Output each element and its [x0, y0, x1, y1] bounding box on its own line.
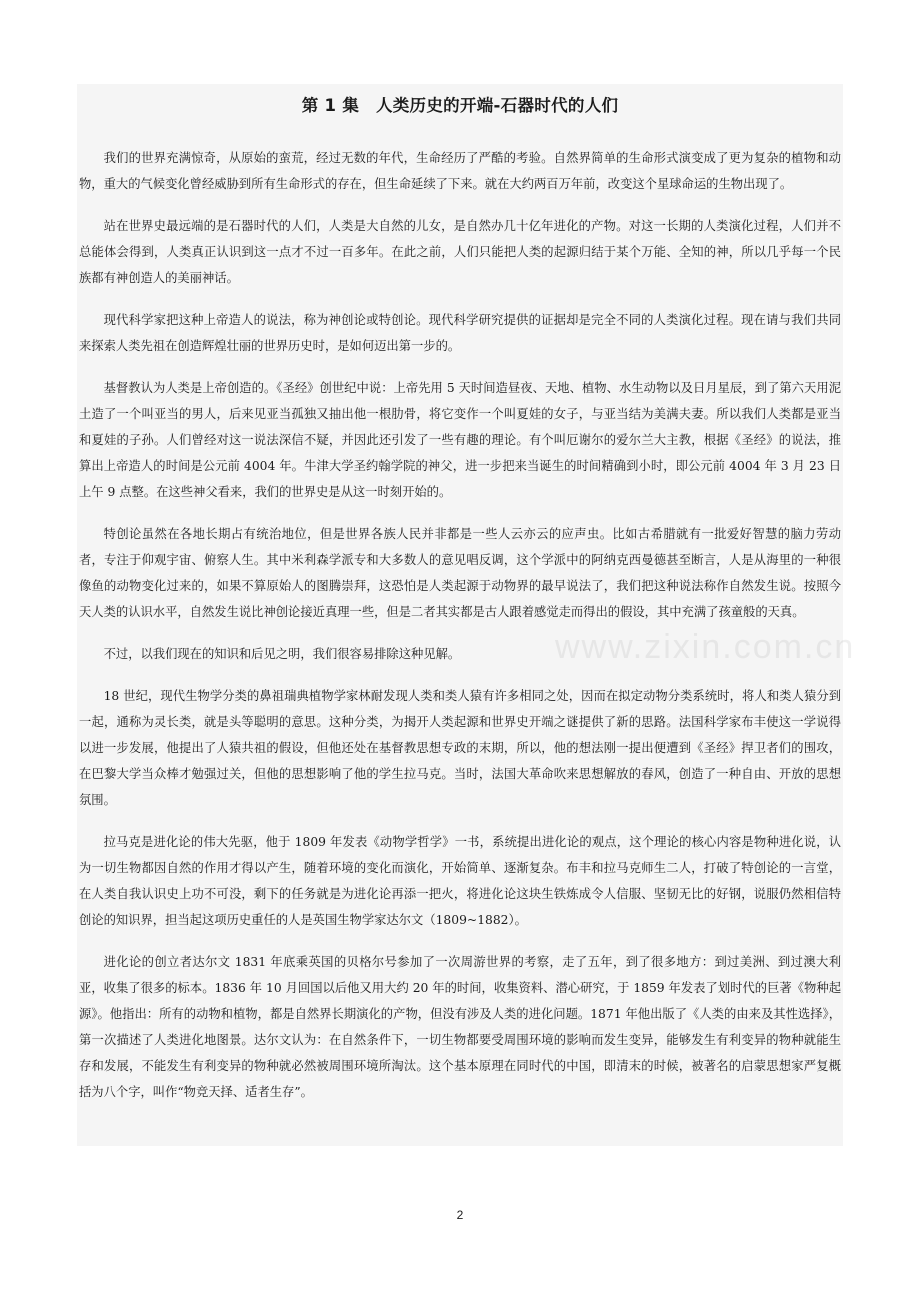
paragraph-4: 基督教认为人类是上帝创造的。《圣经》创世纪中说：上帝先用 5 天时间造昼夜、天地、植物、水生动物以及日月星辰，到了第六天用泥土造了一个叫亚当的男人，后来见亚当孤独又抽出他一根肋骨，将它变作一个叫夏娃的女子，与亚当结为美满夫妻。所以我们人类都是亚当和夏娃的子孙。人们曾经对这一说法深信不疑，并因此还引发了一些有趣的理论。有个叫厄谢尔的爱尔兰大主教，根据《圣经》的说法，推算出上帝造人的时间是公元前 4004 年。牛津大学圣约翰学院的神父，进一步把来当诞生的时间精确到小时，即公元前 4004 年 3 月 23 日上午 9 点整。在这些神父看来，我们的世界史是从这一时刻开始的。	[79, 381, 841, 499]
page-number: 2	[456, 1208, 464, 1222]
paragraph-3: 现代科学家把这种上帝造人的说法，称为神创论或特创论。现代科学研究提供的证据却是完全不同的人类演化过程。现在请与我们共同来探索人类先祖在创造辉煌壮丽的世界历史时，是如何迈出第一步的。	[79, 313, 841, 353]
paragraph-7: 18 世纪，现代生物学分类的鼻祖瑞典植物学家林耐发现人类和类人猿有许多相同之处，因而在拟定动物分类系统时，将人和类人猿分到一起，通称为灵长类，就是头等聪明的意思。这种分类，为揭开人类起源和世界史开端之谜提供了新的思路。法国科学家布丰使这一学说得以进一步发展，他提出了人猿共祖的假设，但他还处在基督教思想专政的末期，所以，他的想法刚一提出便遭到《圣经》捍卫者们的围攻，在巴黎大学当众棒才勉强过关，但他的思想影响了他的学生拉马克。当时，法国大革命吹来思想解放的春风，创造了一种自由、开放的思想氛围。	[79, 689, 841, 807]
paragraph-1: 我们的世界充满惊奇，从原始的蛮荒，经过无数的年代，生命经历了严酷的考验。自然界简单的生命形式演变成了更为复杂的植物和动物，重大的气候变化曾经威胁到所有生命形式的存在，但生命延续了下来。就在大约两百万年前，改变这个星球命运的生物出现了。	[79, 151, 841, 191]
paragraph-5: 特创论虽然在各地长期占有统治地位，但是世界各族人民并非都是一些人云亦云的应声虫。比如古希腊就有一批爱好智慧的脑力劳动者，专注于仰观宇宙、俯察人生。其中米利森学派专和大多数人的意见唱反调，这个学派中的阿纳克西曼德甚至断言，人是从海里的一种很像鱼的动物变化过来的，如果不算原始人的图腾崇拜，这恐怕是人类起源于动物界的最早说法了，我们把这种说法称作自然发生说。按照今天人类的认识水平，自然发生说比神创论接近真理一些，但是二者其实都是古人跟着感觉走而得出的假设，其中充满了孩童般的天真。	[79, 527, 841, 619]
paragraph-9: 进化论的创立者达尔文 1831 年底乘英国的贝格尔号参加了一次周游世界的考察，走了五年，到了很多地方：到过美洲、到过澳大利亚，收集了很多的标本。1836 年 10 月回国以后他又用大约 20 年的时间，收集资料、潜心研究，于 1859 年发表了划时代的巨著《物种起源》。他指出：所有的动物和植物，都是自然界长期演化的产物，但没有涉及人类的进化问题。1871 年他出版了《人类的由来及其性选择》，第一次描述了人类进化地图景。达尔文认为：在自然条件下，一切生物都要受周围环境的影响而发生变异，能够发生有利变异的物种就能生存和发展，不能发生有利变异的物种就必然被周围环境所淘汰。这个基本原理在同时代的中国，即清末的时候，被著名的启蒙思想家严复概括为八个字，叫作“物竞天择、适者生存”。	[79, 955, 841, 1099]
document-title: 第 1 集 人类历史的开端-石器时代的人们	[301, 96, 619, 115]
paragraph-2: 站在世界史最远端的是石器时代的人们，人类是大自然的儿女，是自然办几十亿年进化的产物。对这一长期的人类演化过程，人们并不总能体会得到，人类真正认识到这一点才不过一百多年。在此之前，人们只能把人类的起源归结于某个万能、全知的神，所以几乎每一个民族都有神创造人的美丽神话。	[79, 219, 841, 285]
paragraph-8: 拉马克是进化论的伟大先驱，他于 1809 年发表《动物学哲学》一书，系统提出进化论的观点，这个理论的核心内容是物种进化说，认为一切生物都因自然的作用才得以产生，随着环境的变化而演化，开始简单、逐渐复杂。布丰和拉马克师生二人，打破了特创论的一言堂，在人类自我认识史上功不可没，剩下的任务就是为进化论再添一把火，将进化论这块生铁炼成令人信服、坚韧无比的好钢，说服仍然相信特创论的知识界，担当起这项历史重任的人是英国生物学家达尔文（1809~1882）。	[79, 835, 841, 927]
paragraph-6: 不过，以我们现在的知识和后见之明，我们很容易排除这种见解。	[103, 647, 461, 661]
document-body	[77, 84, 843, 1146]
